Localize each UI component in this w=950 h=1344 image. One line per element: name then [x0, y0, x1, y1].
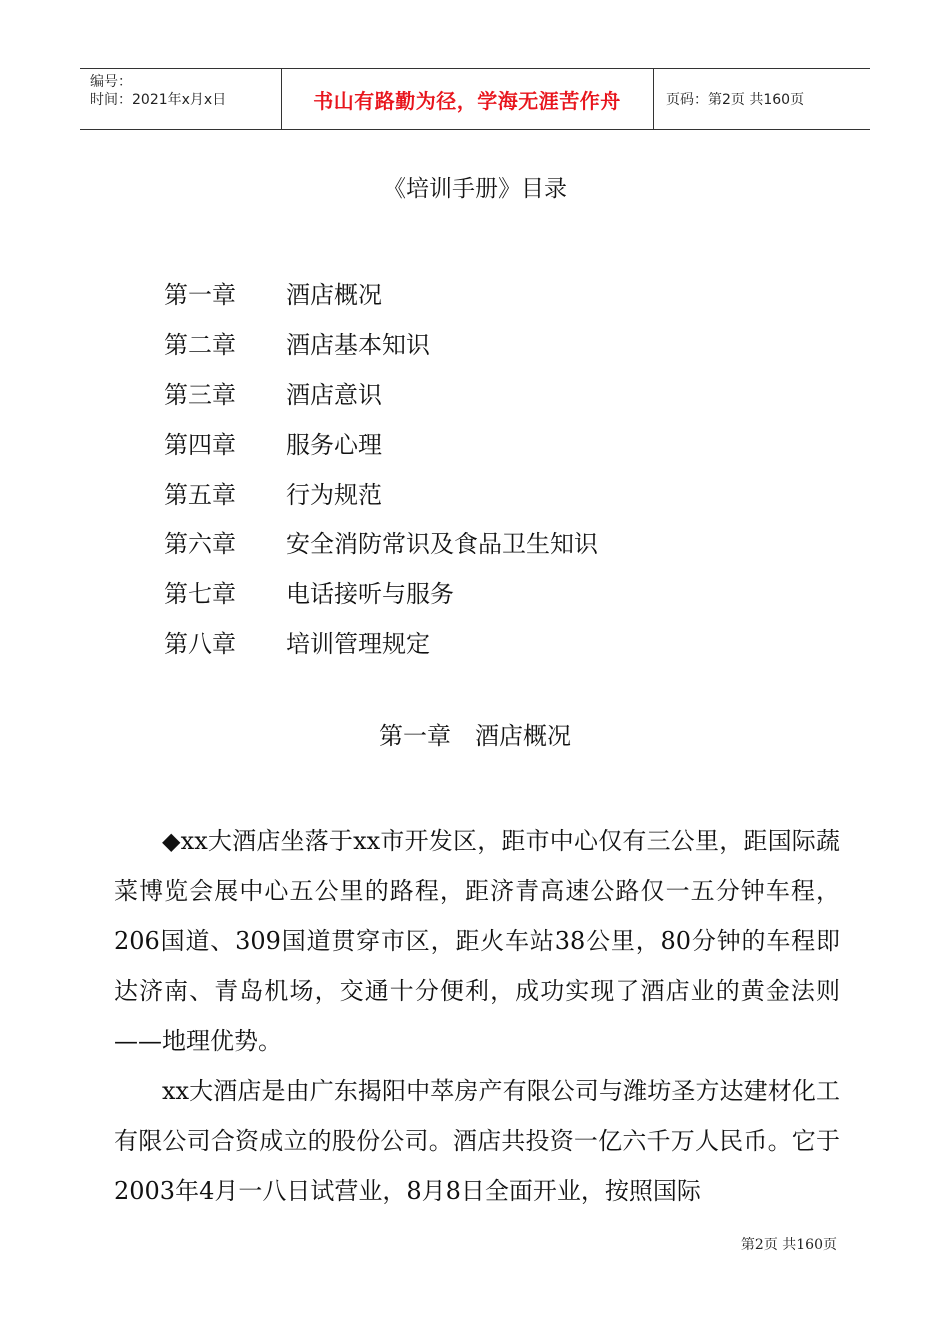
- toc-chapter-number: 第八章: [164, 629, 236, 658]
- toc-chapter-number: 第二章: [164, 331, 236, 360]
- toc-chapter-name: 培训管理规定: [286, 629, 430, 658]
- toc-chapter-number: 第一章: [164, 281, 236, 310]
- toc-chapter-name: 行为规范: [286, 480, 382, 509]
- toc-item: [164, 318, 598, 368]
- toc-chapter-name: 服务心理: [286, 430, 382, 459]
- body-paragraph: xx大酒店是由广东揭阳中萃房产有限公司与潍坊圣方达建材化工有限公司合资成立的股份公司。酒店共投资一亿六千万人民币。它于2003年4月一八日试营业，8月8日全面开业，按照国际: [114, 1077, 840, 1205]
- header-meta: [80, 69, 282, 129]
- toc-chapter-number: 第五章: [164, 480, 236, 509]
- page-header: [80, 68, 870, 130]
- body-paragraph: ◆xx大酒店坐落于xx市开发区，距市中心仅有三公里，距国际蔬菜博览会展中心五公里的路程，距济青高速公路仅一五分钟车程，206国道、309国道贯穿市区，距火车站38公里，80分钟的车程即达济南、青岛机场，交通十分便利，成功实现了酒店业的黄金法则——地理优势。: [114, 827, 840, 1055]
- toc-chapter-name: 安全消防常识及食品卫生知识: [286, 530, 598, 559]
- document-number-label: 编号：: [90, 74, 132, 90]
- document-time-label: 时间：2021年x月x日: [90, 92, 227, 108]
- toc-chapter-name: 酒店基本知识: [286, 331, 430, 360]
- toc-item: [164, 368, 598, 418]
- toc-chapter-number: 第六章: [164, 530, 236, 559]
- toc-item: [164, 467, 598, 517]
- toc-item: [164, 268, 598, 318]
- header-motto: 书山有路勤为径，学海无涯苦作舟: [313, 88, 621, 113]
- toc-chapter-name: 电话接听与服务: [286, 580, 454, 609]
- toc-chapter-name: 酒店概况: [286, 281, 382, 310]
- toc-title: 《培训手册》目录: [383, 176, 567, 202]
- toc-chapter-number: 第四章: [164, 430, 236, 459]
- page-footer: 第2页 共160页: [740, 1237, 837, 1253]
- toc-chapter-number: 第七章: [164, 580, 236, 609]
- toc-chapter-name: 酒店意识: [286, 380, 382, 409]
- chapter-heading: 第一章 酒店概况: [379, 722, 571, 750]
- toc-item: [164, 517, 598, 567]
- header-page-code: 页码：第2页 共160页: [666, 92, 805, 108]
- toc-item: [164, 417, 598, 467]
- table-of-contents: [164, 268, 598, 666]
- chapter-body: [114, 816, 840, 1216]
- header-page-cell: [654, 69, 870, 129]
- header-motto-cell: [281, 69, 654, 129]
- toc-item: [164, 567, 598, 617]
- toc-item: [164, 617, 598, 667]
- toc-chapter-number: 第三章: [164, 380, 236, 409]
